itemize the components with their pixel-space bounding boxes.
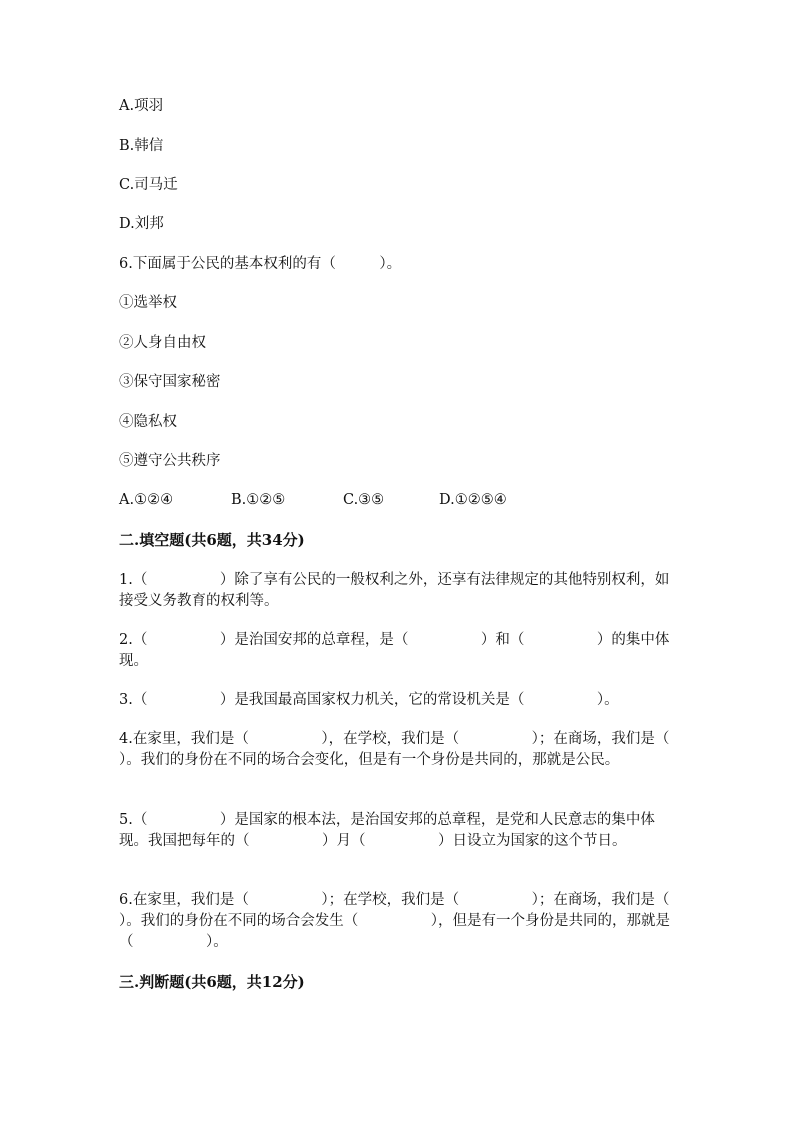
fill-question-3: 3.（ ）是我国最高国家权力机关，它的常设机关是（ ）。 [119,692,619,708]
q5-option-d: D.刘邦 [119,216,164,232]
q5-option-b: B.韩信 [119,138,164,154]
q6-item-5: ⑤遵守公共秩序 [119,453,221,469]
fill-question-4: 4.在家里，我们是（ ），在学校，我们是（ ）；在商场，我们是（ ）。我们的身份在不同的场合会变化，但是有一个身份是共同的，那就是公民。 [119,731,742,768]
q6-stem: 6.下面属于公民的基本权利的有（ ）。 [119,256,402,272]
q5-option-c: C.司马迁 [119,177,178,193]
section-3-heading: 三.判断题(共6题，共12分) [119,973,305,991]
fill-question-2: 2.（ ）是治国安邦的总章程，是（ ）和（ ）的集中体现。 [119,632,670,669]
fill-question-1: 1.（ ）除了享有公民的一般权利之外，还享有法律规定的其他特别权利，如接受义务教育的权利等。 [119,572,670,609]
q6-item-2: ②人身自由权 [119,335,206,351]
q6-choices [119,490,679,510]
q5-option-a: A.项羽 [119,98,164,114]
q6-choice-b: B.①②⑤ [231,492,286,508]
section-2-heading: 二.填空题(共6题，共34分) [119,531,305,549]
q6-choice-c: C.③⑤ [343,492,385,508]
q6-item-3: ③保守国家秘密 [119,374,221,390]
fill-question-6: 6.在家里，我们是（ ）；在学校，我们是（ ）；在商场，我们是（ ）。我们的身份在不同的场合会发生（ ），但是有一个身份是共同的，那就是（ ）。 [119,892,742,950]
q6-item-1: ①选举权 [119,295,177,311]
q6-choice-d: D.①②⑤④ [439,492,507,508]
q6-item-4: ④隐私权 [119,414,177,430]
fill-question-5: 5.（ ）是国家的根本法，是治国安邦的总章程，是党和人民意志的集中体现。我国把每年的（ ）月（ ）日设立为国家的这个节日。 [119,812,655,849]
q6-choice-a: A.①②④ [119,492,174,508]
